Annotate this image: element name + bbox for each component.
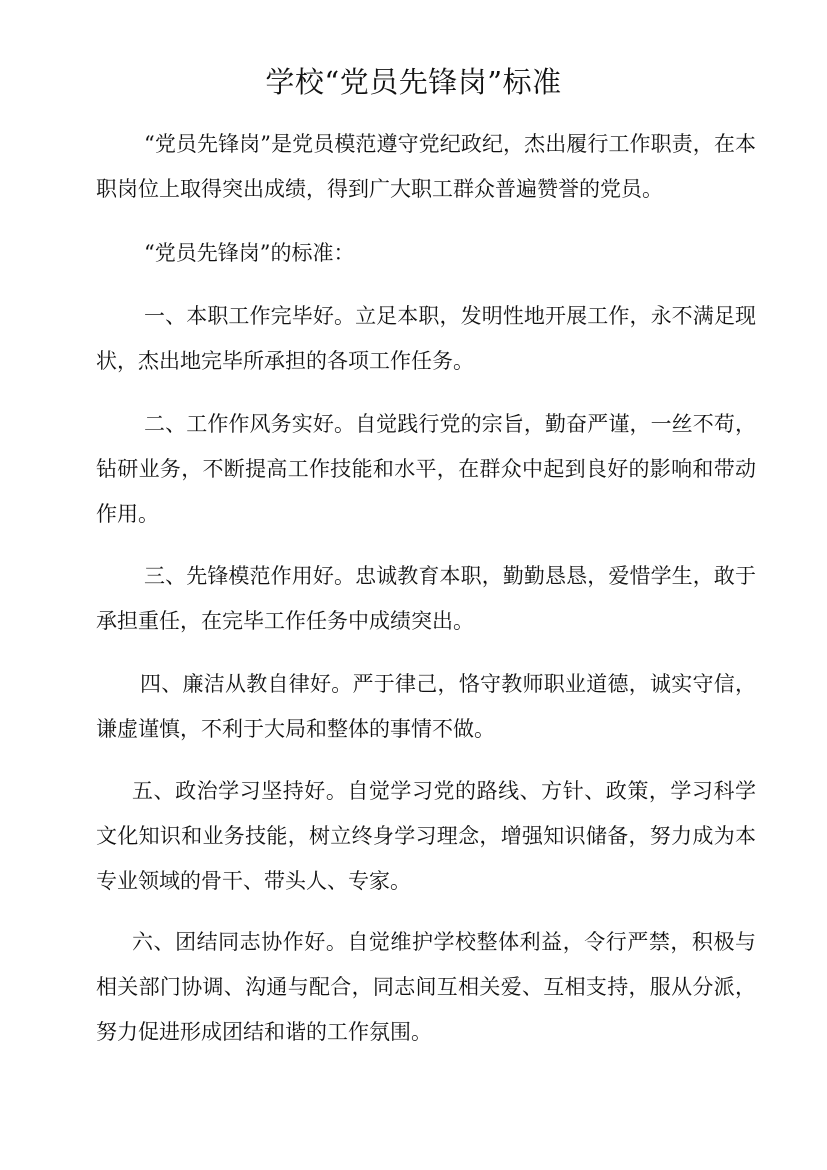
paragraph-standard-5: 五、政治学习坚持好。自觉学习党的路线、方针、政策，学习科学文化知识和业务技能，树立终身学习理念，增强知识储备，努力成为本专业领域的骨干、带头人、专家。 <box>96 779 756 893</box>
paragraph-standard-6: 六、团结同志协作好。自觉维护学校整体利益，令行严禁，积极与相关部门协调、沟通与配合，同志间互相关爱、互相支持，服从分派，努力促进形成团结和谐的工作氛围。 <box>96 930 756 1044</box>
paragraph-standard-3: 三、先锋模范作用好。忠诚教育本职，勤勤恳恳，爱惜学生，敢于承担重任，在完毕工作任务中成绩突出。 <box>96 564 756 633</box>
document-title: 学校“党员先锋岗”标准 <box>265 65 562 99</box>
paragraph-definition: “党员先锋岗”是党员模范遵守党纪政纪，杰出履行工作职责，在本职岗位上取得突出成绩，得到广大职工群众普遍赞誉的党员。 <box>96 132 756 201</box>
paragraph-standard-1: 一、本职工作完毕好。立足本职，发明性地开展工作，永不满足现状，杰出地完毕所承担的各项工作任务。 <box>96 304 756 373</box>
paragraph-standard-2: 二、工作作风务实好。自觉践行党的宗旨，勤奋严谨，一丝不苟，钻研业务，不断提高工作技能和水平，在群众中起到良好的影响和带动作用。 <box>96 412 756 526</box>
paragraph-standard-4: 四、廉洁从教自律好。严于律己，恪守教师职业道德，诚实守信，谦虚谨慎，不利于大局和整体的事情不做。 <box>96 672 756 741</box>
paragraph-standards-heading: “党员先锋岗”的标准： <box>144 241 355 265</box>
